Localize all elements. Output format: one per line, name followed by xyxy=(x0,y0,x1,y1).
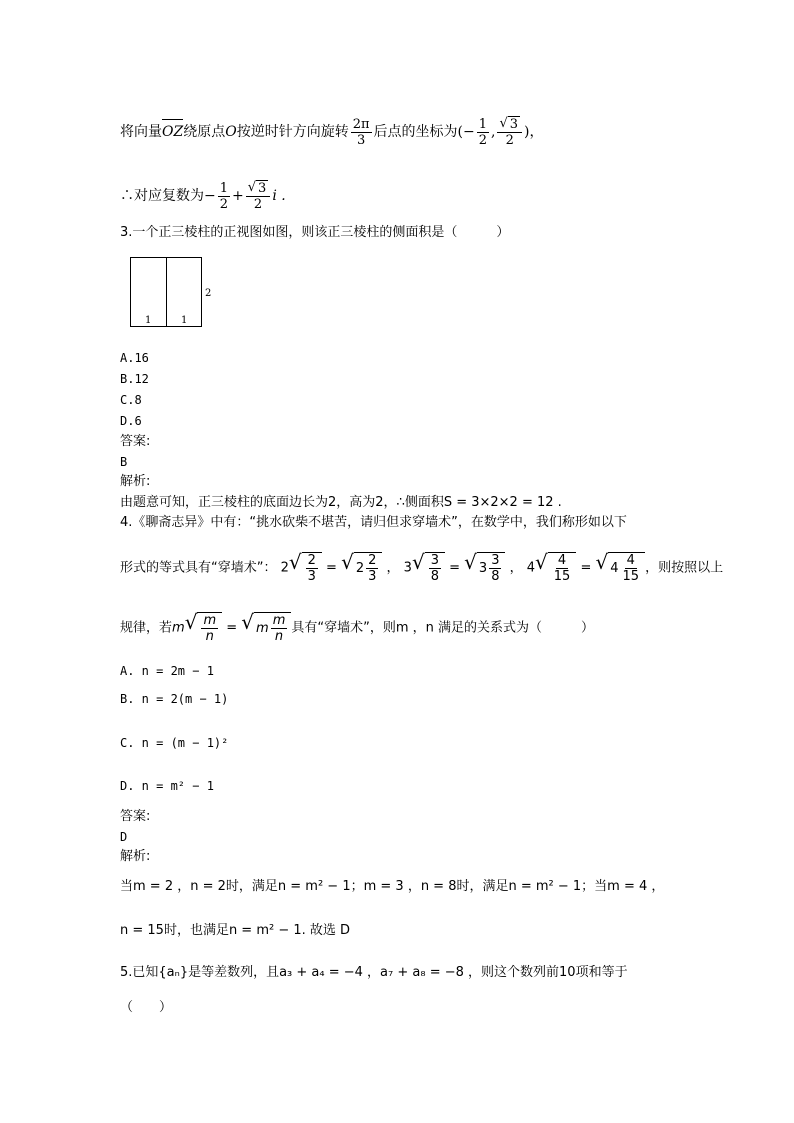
text: )， xyxy=(524,124,544,140)
text: ∴对应复数为− xyxy=(120,188,216,204)
front-view-figure xyxy=(130,257,202,327)
option-d: D. n = m² − 1 xyxy=(120,779,214,793)
x-fraction: $\frac{1}{2}$ xyxy=(478,116,488,148)
option-a: A.16 xyxy=(120,351,149,365)
analysis-label: 解析: xyxy=(120,849,151,864)
real-fraction: $\frac{1}{2}$ xyxy=(219,180,229,212)
question-5-line2: （ ） xyxy=(120,1000,173,1015)
radical: √ $\frac{4}{15}$ xyxy=(535,552,576,584)
origin-o: O xyxy=(225,124,237,140)
option-b: B.12 xyxy=(120,372,149,386)
analysis-text: 由题意可知，正三棱柱的底面边长为2，高为2，∴侧面积S = 3×2×2 = 12 . xyxy=(120,495,562,510)
width-label-2: 1 xyxy=(181,315,188,326)
radical: √ 3 $\frac{3}{8}$ xyxy=(464,552,505,584)
vector-oz: OZ xyxy=(162,124,184,140)
question-5-line1: 5.已知{aₙ}是等差数列，且a₃ + a₄ = −4 ，a₇ + a₈ = −8 ，则这个数列前10项和等于 xyxy=(120,965,628,980)
question-4-line3: 规律，若m √ $\frac{m}{n}$ = √ m $\frac{m}{n}$ 具有“穿墙术”，则m ，n 满足的关系式为（ ） xyxy=(120,610,595,644)
question-4-line2: 形式的等式具有“穿墙术”： 2 √ $\frac{2}{3}$ = √ 2 $\frac{2}{3}$ ， 3 √ $\frac{3}{8}$ = √ 3 $\frac{3}{8}$ ， 4 √ $\frac{4}{15}$ = √ 4 $\frac{4}{15}$ ，则按照以上 xyxy=(120,550,724,584)
answer-value: D xyxy=(120,830,128,844)
radical: √ $\frac{2}{3}$ xyxy=(289,552,322,584)
answer-value: B xyxy=(120,455,128,469)
text: 按逆时针方向旋转 xyxy=(236,124,349,140)
imag-fraction: √ 3 2 xyxy=(246,180,271,212)
analysis-label: 解析: xyxy=(120,474,151,489)
text: 将向量 xyxy=(120,124,162,140)
answer-label: 答案: xyxy=(120,809,151,824)
radical: √ 4 $\frac{4}{15}$ xyxy=(595,552,645,584)
option-b: B. n = 2(m − 1) xyxy=(120,692,229,706)
analysis-text-2: n = 15时，也满足n = m² − 1. 故选 D xyxy=(120,923,351,938)
rotation-statement: 将向量OZ绕原点O按逆时针方向旋转 $\frac{2\pi}{3}$ 后点的坐标为(− $\frac{1}{2}$ , √ 3 2 )， xyxy=(120,116,544,148)
option-d: D.6 xyxy=(120,414,142,428)
angle-fraction: $\frac{2\pi}{3}$ xyxy=(352,116,370,148)
text: 后点的坐标为(− xyxy=(373,124,475,140)
height-label: 2 xyxy=(205,288,212,299)
option-c: C.8 xyxy=(120,393,142,407)
analysis-text-1: 当m = 2 ，n = 2时，满足n = m² − 1；m = 3 ，n = 8时，满足n = m² − 1；当m = 4 ， xyxy=(120,879,665,894)
text: 绕原点 xyxy=(183,124,226,140)
answer-label: 答案: xyxy=(120,434,151,449)
y-fraction: √ 3 2 xyxy=(497,116,522,148)
option-c: C. n = (m − 1)² xyxy=(120,736,229,750)
radical: √ $\frac{3}{8}$ xyxy=(412,552,445,584)
width-label-1: 1 xyxy=(145,315,152,326)
complex-number-statement: ∴对应复数为− $\frac{1}{2}$ + √ 3 2 i . xyxy=(120,180,286,212)
question-4-line1: 4.《聊斋志异》中有：“挑水砍柴不堪苦，请归但求穿墙术”，在数学中，我们称形如以下 xyxy=(120,515,627,530)
option-a: A. n = 2m − 1 xyxy=(120,664,214,678)
radical: √ m $\frac{m}{n}$ xyxy=(241,612,291,644)
radical: √ $\frac{m}{n}$ xyxy=(185,612,222,644)
question-3: 3.一个正三棱柱的正视图如图，则该正三棱柱的侧面积是（ ） xyxy=(120,225,510,240)
divider-line xyxy=(166,258,167,326)
radical: √ 2 $\frac{2}{3}$ xyxy=(341,552,382,584)
